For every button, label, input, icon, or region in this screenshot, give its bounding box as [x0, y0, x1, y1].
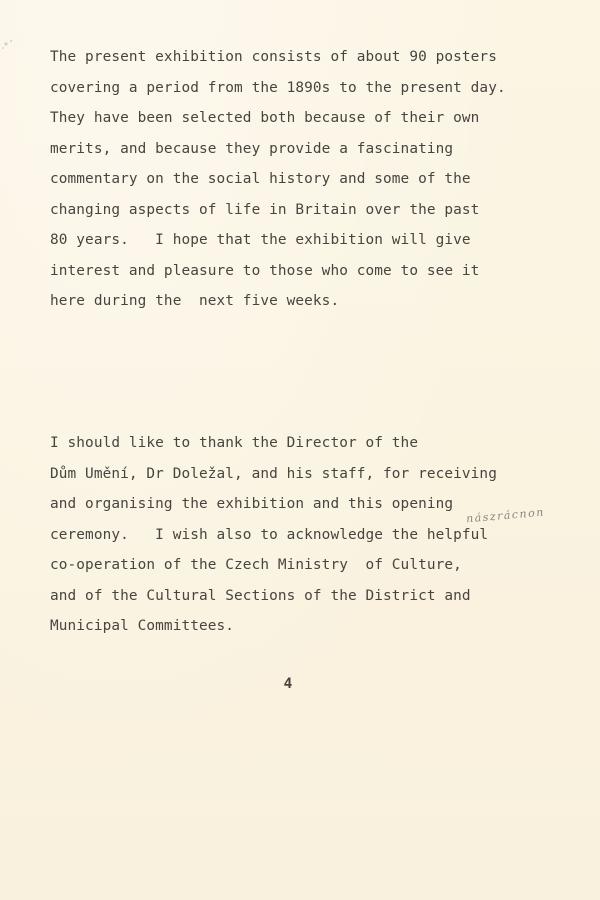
text-line: 80 years. I hope that the exhibition will give — [50, 232, 471, 248]
text-line: co-operation of the Czech Ministry of Culture, — [50, 557, 462, 573]
page-number: 4 — [283, 676, 293, 692]
text-line: Dům Umění, Dr Doležal, and his staff, for receiving — [50, 465, 497, 482]
paper-speck — [0, 30, 22, 52]
handwritten-annotation: nászrácnon — [465, 505, 546, 526]
text-line: interest and pleasure to those who come to see it — [50, 262, 480, 279]
text-line: here during the next five weeks. — [50, 293, 340, 309]
text-line: They have been selected both because of their own — [50, 110, 480, 126]
text-line: Municipal Committees. — [50, 618, 235, 634]
paragraph-exhibition — [50, 42, 590, 317]
text-line: and organising the exhibition and this opening — [50, 496, 454, 512]
paragraph-acknowledgements — [50, 428, 590, 642]
text-line: changing aspects of life in Britain over the past — [50, 201, 480, 218]
text-line: commentary on the social history and some of the — [50, 171, 471, 187]
text-line: ceremony. I wish also to acknowledge the helpful — [50, 526, 489, 543]
text-line: The present exhibition consists of about 90 posters — [50, 49, 497, 65]
text-line: I should like to thank the Director of the — [50, 435, 419, 451]
text-line: and of the Cultural Sections of the District and — [50, 587, 471, 604]
text-line: covering a period from the 1890s to the present day. — [50, 79, 506, 96]
text-line: merits, and because they provide a fascinating — [50, 140, 454, 157]
